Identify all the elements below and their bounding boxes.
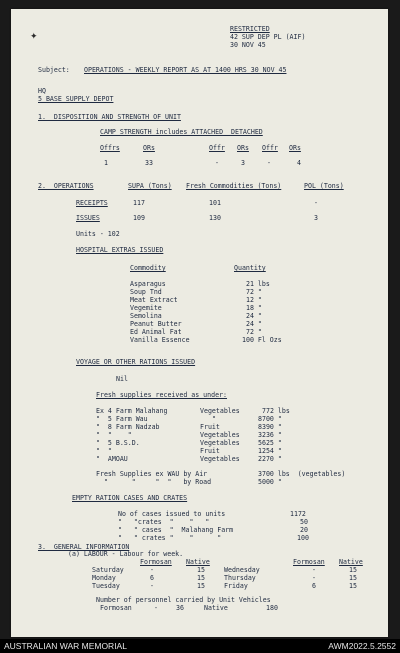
hq-label: HQ: [38, 87, 46, 95]
labour-formosan: -: [150, 582, 154, 590]
labour-formosan: -: [312, 574, 316, 582]
fresh-item: Fruit: [200, 447, 220, 455]
val-ors: 33: [145, 159, 153, 167]
fresh-item: ": [212, 415, 216, 423]
empty-cases-heading: EMPTY RATION CASES AND CRATES: [72, 494, 188, 502]
section3-heading: 3. GENERAL INFORMATION: [38, 543, 130, 551]
section1-heading: 1. DISPOSITION AND STRENGTH OF UNIT: [38, 113, 181, 121]
labour-native: 15: [197, 566, 205, 574]
fresh-src: Ex 4 Farm Malahang: [96, 407, 168, 415]
val-offrs: 1: [104, 159, 108, 167]
col-supa: SUPA (Tons): [128, 182, 172, 190]
report-date: 30 NOV 45: [230, 41, 266, 49]
fresh-qty: 8390 ": [258, 423, 282, 431]
hospital-item-qty: 72 ": [246, 328, 262, 336]
labour-formosan: 6: [312, 582, 316, 590]
fresh-item: Fruit: [200, 423, 220, 431]
empty-qty: 1172: [290, 510, 306, 518]
hospital-item-qty: 72 ": [246, 288, 262, 296]
receipts-pol: -: [314, 199, 318, 207]
voyage-value: Nil: [116, 375, 128, 383]
col-fresh: Fresh Commodities (Tons): [186, 182, 282, 190]
fresh-item: Vegetables: [200, 455, 240, 463]
hospital-item-qty: 24 ": [246, 312, 262, 320]
labour-formosan: 6: [150, 574, 154, 582]
labour-formosan: -: [312, 566, 316, 574]
units-line: Units - 102: [76, 230, 120, 238]
hospital-item-name: Semolina: [130, 312, 162, 320]
col-det-ors: ORs: [289, 144, 301, 152]
fresh-item: Vegetables: [200, 407, 240, 415]
empty-qty: 50: [300, 518, 308, 526]
fresh-ex-wau-road-qty: 5000 ": [258, 478, 282, 486]
unit-name: 42 SUP DEP PL (AIF): [230, 33, 306, 41]
fresh-qty: 5625 ": [258, 439, 282, 447]
hospital-item-qty: 12 ": [246, 296, 262, 304]
labour-day: Tuesday: [92, 582, 120, 590]
hospital-heading: HOSPITAL EXTRAS ISSUED: [76, 246, 164, 254]
hospital-item-qty: 18 ": [246, 304, 262, 312]
subject: OPERATIONS - WEEKLY REPORT AS AT 1400 HRS 30 NOV 45: [84, 66, 287, 74]
camp-strength-line: CAMP STRENGTH includes ATTACHED DETACHED: [100, 128, 263, 136]
labour-native: 15: [197, 574, 205, 582]
hospital-item-qty: 21 lbs: [246, 280, 270, 288]
labour-native: 15: [349, 566, 357, 574]
labour-day: Friday: [224, 582, 248, 590]
hospital-item-name: Asparagus: [130, 280, 166, 288]
classification: RESTRICTED: [230, 25, 270, 33]
empty-desc: " "crates " " ": [118, 518, 210, 526]
issues-fresh: 130: [209, 214, 221, 222]
depot-name: 5 BASE SUPPLY DEPOT: [38, 95, 114, 103]
personnel-native-value: 180: [266, 604, 278, 612]
fresh-qty: 3236 ": [258, 431, 282, 439]
fresh-item: Vegetables: [200, 431, 240, 439]
fresh-qty: 1254 ": [258, 447, 282, 455]
fresh-src: " ": [96, 447, 112, 455]
fresh-src: " 5 B.S.D.: [96, 439, 140, 447]
personnel-line: Number of personnel carried by Unit Vehicles: [96, 596, 271, 604]
receipts-fresh: 101: [209, 199, 221, 207]
col-formosan-2: Formosan: [293, 558, 325, 566]
val-att-offr: -: [215, 159, 219, 167]
fresh-ex-wau-air: Fresh Supplies ex WAU by Air: [96, 470, 208, 478]
receipts-label: RECEIPTS: [76, 199, 108, 207]
empty-desc: " " crates " " ": [118, 534, 222, 542]
col-native-2: Native: [339, 558, 363, 566]
footer-accession: AWM2022.5.2552: [328, 641, 396, 651]
handwritten-mark: ✦: [30, 32, 38, 42]
hospital-item-name: Soup Tnd: [130, 288, 162, 296]
section2-heading: 2. OPERATIONS: [38, 182, 94, 190]
issues-supa: 109: [133, 214, 145, 222]
labour-day: Monday: [92, 574, 116, 582]
fresh-item: Vegetables: [200, 439, 240, 447]
labour-day: Thursday: [224, 574, 256, 582]
hospital-item-name: Ed Animal Fat: [130, 328, 182, 336]
labour-native: 15: [349, 582, 357, 590]
empty-desc: " " cases " Malahang Farm: [118, 526, 234, 534]
hospital-item-name: Vegemite: [130, 304, 162, 312]
subject-label: Subject:: [38, 66, 70, 74]
fresh-qty: 2270 ": [258, 455, 282, 463]
footer-bar: [0, 639, 400, 653]
col-det-offr: Offr: [262, 144, 278, 152]
quantity-head: Quantity: [234, 264, 266, 272]
fresh-heading: Fresh supplies received as under:: [96, 391, 228, 399]
labour-line: (a) LABOUR - Labour for week.: [68, 550, 184, 558]
fresh-ex-wau-air-qty: 3700 lbs (vegetables): [258, 470, 346, 478]
personnel-formosan-label: Formosan: [100, 604, 132, 612]
hospital-item-qty: 100 Fl Ozs: [242, 336, 282, 344]
fresh-qty: 8700 ": [258, 415, 282, 423]
fresh-ex-wau-road: " " " " by Road: [96, 478, 212, 486]
fresh-src: " AMOAU: [96, 455, 128, 463]
col-ors: ORs: [143, 144, 155, 152]
col-native: Native: [186, 558, 210, 566]
hospital-item-name: Meat Extract: [130, 296, 178, 304]
col-pol: POL (Tons): [304, 182, 344, 190]
empty-qty: 20: [300, 526, 308, 534]
hospital-item-name: Peanut Butter: [130, 320, 182, 328]
col-att-ors: ORs: [237, 144, 249, 152]
personnel-formosan-value: 36: [176, 604, 184, 612]
labour-day: Saturday: [92, 566, 124, 574]
voyage-heading: VOYAGE OR OTHER RATIONS ISSUED: [76, 358, 196, 366]
hospital-item-name: Vanilla Essence: [130, 336, 190, 344]
empty-qty: 100: [297, 534, 309, 542]
labour-day: Wednesday: [224, 566, 260, 574]
issues-pol: 3: [314, 214, 318, 222]
receipts-supa: 117: [133, 199, 145, 207]
personnel-formosan-dash: -: [154, 604, 158, 612]
footer-institution: AUSTRALIAN WAR MEMORIAL: [4, 641, 127, 651]
personnel-native-label: Native: [204, 604, 228, 612]
fresh-src: " 5 Farm Wau: [96, 415, 148, 423]
val-det-offr: -: [267, 159, 271, 167]
val-att-ors: 3: [241, 159, 245, 167]
labour-native: 15: [349, 574, 357, 582]
val-det-ors: 4: [297, 159, 301, 167]
issues-label: ISSUES: [76, 214, 100, 222]
col-offrs: Offrs: [100, 144, 120, 152]
fresh-src: " 8 Farm Nadzab: [96, 423, 160, 431]
fresh-src: " " ": [96, 431, 132, 439]
empty-desc: No of cases issued to units: [118, 510, 226, 518]
col-formosan: Formosan: [140, 558, 172, 566]
hospital-item-qty: 24 ": [246, 320, 262, 328]
labour-native: 15: [197, 582, 205, 590]
col-att-offr: Offr: [209, 144, 225, 152]
labour-formosan: -: [150, 566, 154, 574]
fresh-qty: 772 lbs: [262, 407, 290, 415]
commodity-head: Commodity: [130, 264, 166, 272]
